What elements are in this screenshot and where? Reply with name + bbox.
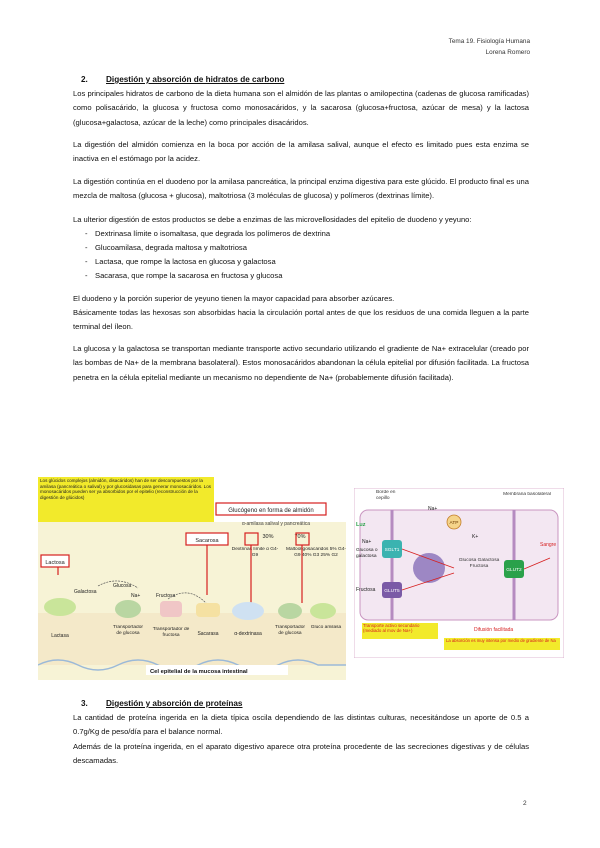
cell-content-label: Glucosa Galactosa Fructosa <box>458 558 500 569</box>
potassium-label: K+ <box>472 534 479 540</box>
amylase-label: α-amilasa salival y pancreática <box>241 521 311 527</box>
section-2-paragraph-5a: El duodeno y la porción superior de yeyuno tienen la mayor capacidad para absorber azúcares. <box>73 293 395 303</box>
glucose-transporter-2-label: Transportador de glucosa <box>275 625 305 636</box>
glucoamylase-shape <box>310 603 336 619</box>
section-3-number: 3. <box>81 699 88 708</box>
section-2-number: 2. <box>81 75 88 84</box>
header-author: Lorena Romero <box>485 49 530 56</box>
section-2-paragraph-6: La glucosa y la galactosa se transportan mediante transporte activo secundario utilizando el gradiente de Na+ extracelular (creado por las bombas de Na+ de la membrana basolateral). Estos monosacáridos abandonan la célula epitelial por difusión facilitada. La fructosa penetra en la célula epitelial mediante un mecanismo no dependiente de Na+ (probablemente difusión facilitada). <box>73 344 529 382</box>
sucrose-label: Sacarosa <box>195 538 219 544</box>
fructose-label: Fructosa <box>356 587 376 593</box>
section-3 <box>73 697 529 768</box>
na-top-label: Na+ <box>428 506 438 512</box>
glucose-transporter-shape <box>115 600 141 618</box>
section-3-paragraph-1: La cantidad de proteína ingerida en la dieta típica oscila dependiendo de las distintas culturas, necesitándose un aporte de 0.5 a 0.7g/Kg de peso/día para el balance normal. <box>73 713 529 737</box>
nucleus <box>413 553 445 583</box>
glut5-label: GLUT5 <box>384 589 400 594</box>
section-3-title: Digestión y absorción de proteínas <box>106 699 243 708</box>
facilitated-diffusion-label: Difusión facilitada <box>474 627 514 633</box>
glucose-galactose-label: Glucosa o galactosa <box>356 548 378 559</box>
lumen-label: Luz <box>356 522 366 528</box>
digestion-diagram <box>38 475 346 680</box>
dextrinase-shape <box>232 602 264 620</box>
brush-border-label: Borde en cepillo <box>376 490 396 501</box>
section-2-paragraph-2: La digestión del almidón comienza en la boca por acción de la amilasa salival, aunque el efecto es limitado pues esta enzima se inactiva en el estómago por la acidez. <box>73 139 529 164</box>
glucoamylase-label: Gluco amilasa <box>310 625 342 630</box>
bottom-note-label: La absorción es muy intensa por medio de gradiente de Na <box>446 638 556 643</box>
note-text: Los glúcidos complejos (almidón, disacáridos) han de ser descompuestos por la amilasa (pancreática o salival) y por glucosidasas para generar monosacáridos. Los monosacáridos pueden ser ya absorbidos por el epitelio (reconstrucción de la digestión de glúcidos) <box>40 478 212 500</box>
glucose-label: Glucosa <box>113 583 132 589</box>
fructose-label: Fructosa <box>156 593 176 599</box>
list-item: - Dextrinasa límite o isomaltasa, que degrada los polímeros de dextrina <box>85 227 529 241</box>
fructose-transporter-label: Transportador de fructosa <box>152 627 190 638</box>
section-3-paragraph-2: Además de la proteína ingerida, en el aparato digestivo aparece otra proteína procedente de las secreciones digestivas y de células descamadas. <box>73 741 529 765</box>
glucose-transporter-label: Transportador de glucosa <box>113 625 143 636</box>
title-box-label: Glucógeno en forma de almidón <box>228 508 314 514</box>
header-course: Tema 19. Fisiología Humana <box>448 38 530 45</box>
percent-right: 70% <box>294 534 306 540</box>
section-2-paragraph-4: La ulterior digestión de estos productos se debe a enzimas de las microvellosidades del epitelio de duodeno y yeyuno: <box>73 214 472 224</box>
section-2 <box>73 73 529 385</box>
active-transport-label: Transporte activo secundario (mediado al mov de Na+) <box>363 623 420 634</box>
galactose-label: Galactosa <box>74 589 97 595</box>
list-item: - Sacarasa, que rompe la sacarosa en fructosa y glucosa <box>85 269 529 283</box>
sodium-label: Na+ <box>131 593 141 599</box>
oligos-label: Maltooligosacáridos 5% G4-G9 40% G3 25% G2 <box>286 547 346 558</box>
section-2-paragraph-3: La digestión continúa en el duodeno por la amilasa pancreática, la principal enzima digestiva para este glúcido. El producto final es una mezcla de maltosa (glucosa + glucosa), maltotriosa (3 moléculas de glucosa) y polímeros (dextrinas límite). <box>73 177 529 201</box>
list-item: - Lactasa, que rompe la lactosa en glucosa y galactosa <box>85 255 529 269</box>
figure-epithelial-transport <box>354 488 564 663</box>
percent-left: 30% <box>262 534 274 540</box>
fructose-transporter-shape <box>160 601 182 617</box>
section-2-paragraph-5b: Básicamente todas las hexosas son absorbidas hacia la circulación portal antes de que los residuos de una comida lleguen a la parte terminal del íleon. <box>73 307 529 332</box>
glucose-transporter-2-shape <box>278 603 302 619</box>
blood-label: Sangre <box>540 542 557 548</box>
section-2-paragraph-1: Los principales hidratos de carbono de la dieta humana son el almidón de las plantas o amilopectina (cadenas de glucosa ramificadas) como polisacárido, la glucosa y fructosa como monosacáridos, y la sacarosa (glucosa+fructosa, azúcar de mesa) y la lactosa (glucosa+galactosa, azúcar de la leche) como principales disacáridos. <box>73 89 529 127</box>
sucrase-shape <box>196 603 220 617</box>
list-item: - Glucoamilasa, degrada maltosa y maltotriosa <box>85 241 529 255</box>
atp-label: ATP <box>449 521 459 526</box>
lactase-shape <box>44 598 76 616</box>
figure-caption: Cel epitelial de la mucosa intestinal <box>150 669 248 675</box>
page-number: 2 <box>523 800 527 807</box>
transport-diagram <box>354 488 564 658</box>
sucrase-label: Sacarasa <box>197 631 219 637</box>
membrane-label: Membrana basolateral <box>503 492 551 497</box>
section-2-title: Digestión y absorción de hidratos de carbono <box>106 75 285 84</box>
lactose-label: Lactosa <box>45 560 65 566</box>
figure-carbohydrate-digestion <box>38 475 346 685</box>
dextrins-label: Dextrinas límite α G4-G9 <box>231 547 279 558</box>
glut2-label: GLUT2 <box>506 568 522 573</box>
enzyme-list <box>73 227 529 284</box>
lactase-label: Lactasa <box>51 633 69 639</box>
na-left-label: Na+ <box>362 539 372 545</box>
page-header <box>449 36 530 58</box>
sglt1-label: SGLT1 <box>384 548 400 553</box>
dextrinase-label: α-dextrinasa <box>234 631 262 637</box>
